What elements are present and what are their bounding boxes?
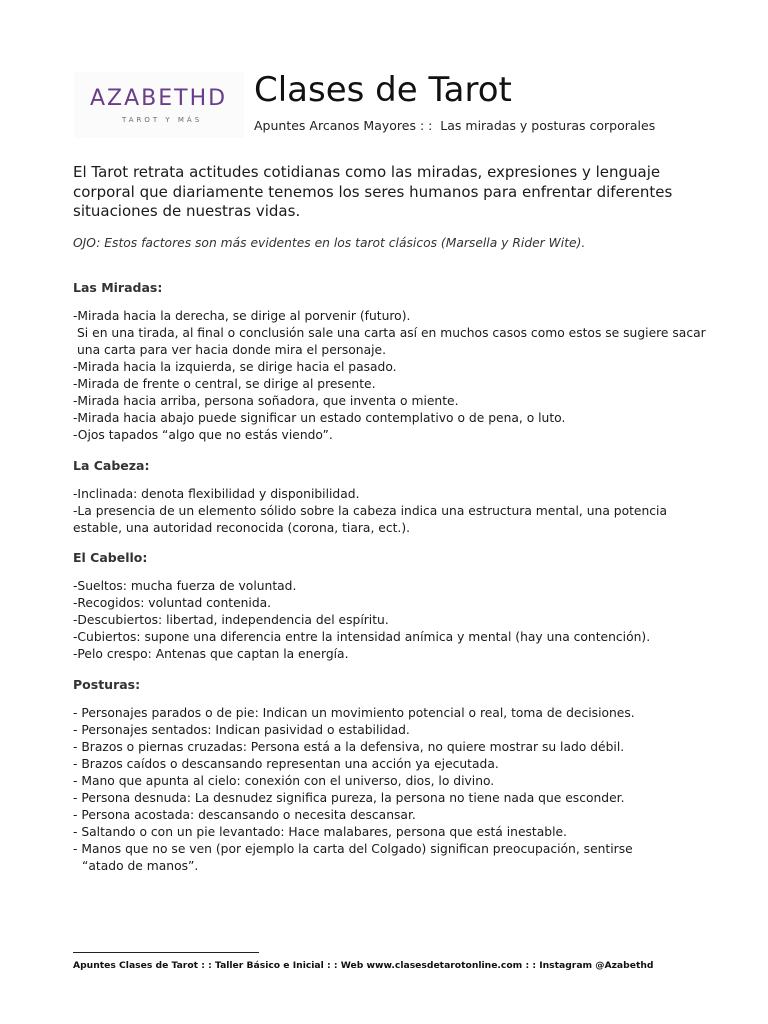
footer-text: Apuntes Clases de Tarot : : Taller Básico e Inicial : : Web www.clasesdetarotonline.com : : Instagram @Azabethd <box>73 960 654 971</box>
list-item: - Saltando o con un pie levantado: Hace malabares, persona que está inestable. <box>73 825 567 839</box>
list-item: - Persona desnuda: La desnudez significa pureza, la persona no tiene nada que esconder. <box>73 791 625 805</box>
list-item: - Personajes parados o de pie: Indican un movimiento potencial o real, toma de decisiones. <box>73 706 635 720</box>
footer-divider <box>73 952 259 953</box>
page-subtitle: Apuntes Arcanos Mayores : : Las miradas y posturas corporales <box>254 118 656 133</box>
list-item: -Cubiertos: supone una diferencia entre la intensidad anímica y mental (hay una contención). <box>73 630 651 644</box>
list-item: -Mirada hacia abajo puede significar un estado contemplativo o de pena, o luto. <box>73 411 566 425</box>
page-title: Clases de Tarot <box>254 70 512 110</box>
section-heading-cabello: El Cabello: <box>73 550 148 565</box>
logo <box>74 72 244 138</box>
section-heading-posturas: Posturas: <box>73 677 141 692</box>
section-miradas <box>73 308 713 444</box>
section-posturas <box>73 705 713 875</box>
list-item: - Brazos o piernas cruzadas: Persona está a la defensiva, no quiere mostrar su lado débil. <box>73 740 625 754</box>
list-item: -Pelo crespo: Antenas que captan la energía. <box>73 647 349 661</box>
ojo-note: OJO: Estos factores son más evidentes en los tarot clásicos (Marsella y Rider Wite). <box>73 236 586 250</box>
section-heading-cabeza: La Cabeza: <box>73 458 150 473</box>
list-item: -La presencia de un elemento sólido sobre la cabeza indica una estructura mental, una potencia estable, una autoridad reconocida (corona, tiara, ect.). <box>73 504 667 535</box>
logo-tagline: TAROT Y MÁS <box>122 116 203 124</box>
list-item: -Ojos tapados “algo que no estás viendo”. <box>73 428 333 442</box>
section-heading-miradas: Las Miradas: <box>73 280 163 295</box>
list-item: - Persona acostada: descansando o necesita descansar. <box>73 808 416 822</box>
list-item: - Mano que apunta al cielo: conexión con el universo, dios, lo divino. <box>73 774 495 788</box>
list-item: - Manos que no se ven (por ejemplo la carta del Colgado) significan preocupación, sentirse <box>73 842 633 856</box>
list-item: Si en una tirada, al final o conclusión sale una carta así en muchos casos como estos se sugiere sacar una carta para ver hacia donde mira el personaje. <box>77 326 706 357</box>
list-item: -Sueltos: mucha fuerza de voluntad. <box>73 579 297 593</box>
logo-name: AZABETHD <box>90 86 228 111</box>
list-item: - Brazos caídos o descansando representan una acción ya ejecutada. <box>73 757 499 771</box>
list-item: -Mirada hacia la izquierda, se dirige hacia el pasado. <box>73 360 397 374</box>
list-item: -Mirada de frente o central, se dirige al presente. <box>73 377 376 391</box>
list-item: - Personajes sentados: Indican pasividad o estabilidad. <box>73 723 410 737</box>
list-item: -Mirada hacia arriba, persona soñadora, que inventa o miente. <box>73 394 459 408</box>
section-cabello <box>73 578 713 663</box>
list-item: -Descubiertos: libertad, independencia del espíritu. <box>73 613 389 627</box>
list-item: -Inclinada: denota flexibilidad y disponibilidad. <box>73 487 360 501</box>
list-item: “atado de manos”. <box>82 859 199 873</box>
list-item: -Recogidos: voluntad contenida. <box>73 596 272 610</box>
intro-paragraph: El Tarot retrata actitudes cotidianas como las miradas, expresiones y lenguaje corporal que diariamente tenemos los seres humanos para enfrentar diferentes situaciones de nuestras vidas. <box>73 163 673 220</box>
list-item: -Mirada hacia la derecha, se dirige al porvenir (futuro). <box>73 309 411 323</box>
section-cabeza <box>73 486 713 537</box>
